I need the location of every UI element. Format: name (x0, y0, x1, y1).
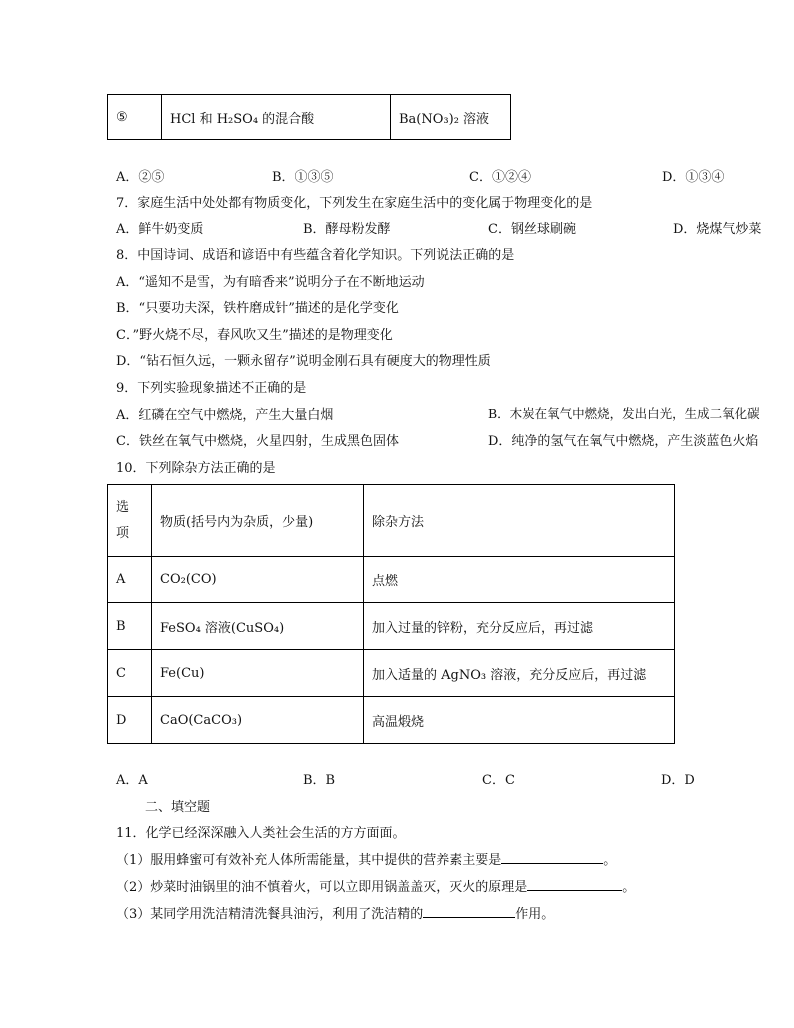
q10-option-c: C．C (482, 773, 515, 788)
q10-cell: 加入过量的锌粉，充分反应后，再过滤 (364, 603, 675, 650)
q10-cell: 点燃 (364, 557, 675, 603)
q10-header-option-text: 选项 (116, 499, 130, 541)
q10-cell: CaO(CaCO₃) (152, 697, 364, 744)
q7-option-b: B．酵母粉发酵 (303, 222, 391, 237)
q10-header-option (108, 485, 152, 557)
table-row (108, 650, 675, 697)
q9-option-c: C．铁丝在氧气中燃烧，火星四射，生成黑色固体 (116, 434, 399, 449)
row-number: ⑤ (108, 95, 162, 140)
q6-option-c: C．①②④ (469, 170, 531, 185)
q11-part-2-end: 。 (622, 880, 636, 895)
table-row (108, 603, 675, 650)
q7-option-d: D．烧煤气炒菜 (673, 222, 762, 237)
q9-option-b: B．木炭在氧气中燃烧，发出白光，生成二氧化碳 (488, 406, 760, 421)
q11-part-3 (116, 903, 554, 922)
answer-blank[interactable] (527, 876, 622, 891)
q11-part-3-end: 作用。 (515, 907, 555, 922)
q10-cell: FeSO₄ 溶液(CuSO₄) (152, 603, 364, 650)
q10-cell: D (108, 697, 152, 744)
q11-stem: 11．化学已经深深融入人类社会生活的方方面面。 (116, 826, 406, 841)
q10-cell: 加入适量的 AgNO₃ 溶液，充分反应后，再过滤 (364, 650, 675, 697)
q7-option-a: A．鲜牛奶变质 (116, 222, 204, 237)
q11-part-2-text: （2）炒菜时油锅里的油不慎着火，可以立即用锅盖盖灭，灭火的原理是 (116, 880, 528, 895)
q10-cell: C (108, 650, 152, 697)
q6-option-b: B．①③⑤ (272, 170, 334, 185)
section-title: 二、填空题 (145, 800, 211, 815)
q10-cell: A (108, 557, 152, 603)
q10-cell: 高温煅烧 (364, 697, 675, 744)
q10-stem: 10．下列除杂方法正确的是 (116, 461, 276, 476)
q10-option-d: D．D (661, 773, 695, 788)
top-table (107, 94, 511, 140)
q9-option-a: A．红磷在空气中燃烧，产生大量白烟 (116, 408, 334, 423)
q10-cell: B (108, 603, 152, 650)
table-row (108, 557, 675, 603)
q10-header-method: 除杂方法 (364, 485, 675, 557)
q6-option-a: A．②⑤ (116, 170, 165, 185)
q10-cell: CO₂(CO) (152, 557, 364, 603)
q10-header-substance: 物质(括号内为杂质，少量) (152, 485, 364, 557)
q11-part-1-end: 。 (603, 853, 617, 868)
q11-part-2 (116, 876, 635, 895)
answer-blank[interactable] (423, 903, 515, 918)
q8-option-d: D．“钻石恒久远，一颗永留存”说明金刚石具有硬度大的物理性质 (116, 354, 491, 369)
q9-stem: 9．下列实验现象描述不正确的是 (116, 381, 307, 396)
q10-option-a: A．A (116, 773, 148, 788)
q7-stem: 7．家庭生活中处处都有物质变化，下列发生在家庭生活中的变化属于物理变化的是 (116, 196, 593, 211)
q8-option-c: C．”野火烧不尽，春风吹又生”描述的是物理变化 (116, 328, 393, 343)
table-row (108, 697, 675, 744)
q8-stem: 8．中国诗词、成语和谚语中有些蕴含着化学知识。下列说法正确的是 (116, 248, 515, 263)
q6-option-d: D．①③④ (662, 170, 725, 185)
q10-option-b: B．B (303, 773, 336, 788)
q11-part-1-text: （1）服用蜂蜜可有效补充人体所需能量，其中提供的营养素主要是 (116, 853, 502, 868)
answer-blank[interactable] (501, 849, 603, 864)
q7-option-c: C．钢丝球刷碗 (488, 222, 576, 237)
reagent-cell: Ba(NO₃)₂ 溶液 (391, 95, 511, 140)
q10-cell: Fe(Cu) (152, 650, 364, 697)
q8-option-b: B．“只要功夫深，铁杵磨成针”描述的是化学变化 (116, 301, 399, 316)
q9-option-d: D．纯净的氢气在氧气中燃烧，产生淡蓝色火焰 (488, 434, 759, 449)
q10-table (107, 484, 675, 744)
q11-part-3-text: （3）某同学用洗洁精清洗餐具油污，利用了洗洁精的 (116, 907, 424, 922)
q8-option-a: A．“遥知不是雪，为有暗香来”说明分子在不断地运动 (116, 275, 425, 290)
substance-cell: HCl 和 H₂SO₄ 的混合酸 (162, 95, 391, 140)
q11-part-1 (116, 849, 616, 868)
